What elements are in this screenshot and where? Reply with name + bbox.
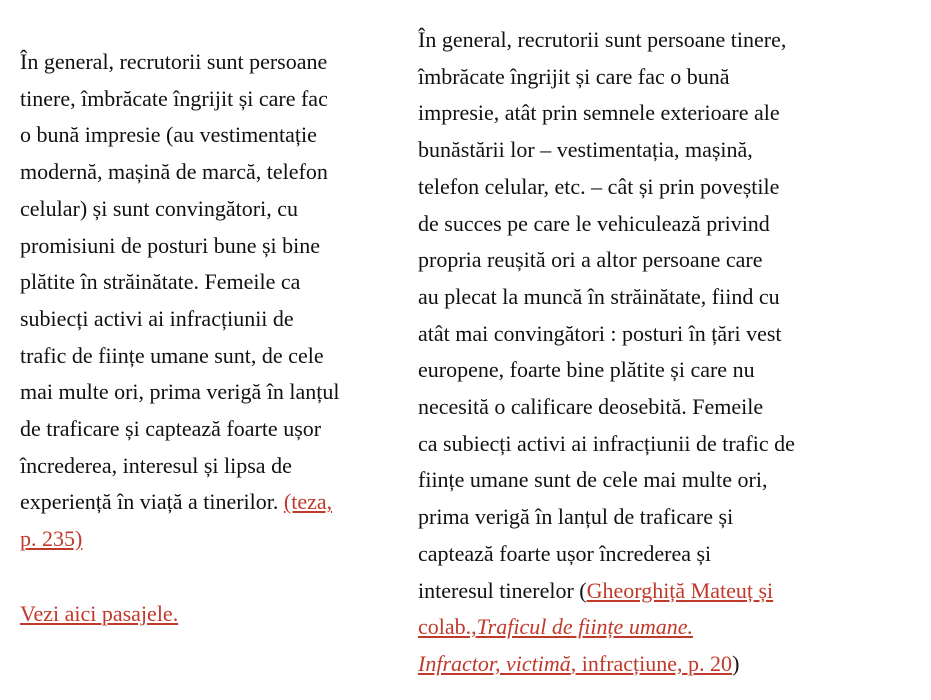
- right-text-line: telefon celular, etc. – cât și prin poveștile: [418, 173, 780, 199]
- closing-parenthesis: ): [732, 650, 740, 676]
- source-subtitle-link[interactable]: Infractor, victimă: [418, 650, 571, 676]
- right-text-line: În general, recrutorii sunt persoane tinere,: [418, 27, 787, 52]
- left-text-line: de traficare și captează foarte ușor: [20, 416, 322, 442]
- left-text-line: celular) și sunt convingători, cu: [20, 195, 298, 221]
- left-text-line: subiecți activi ai infracțiunii de: [20, 305, 294, 331]
- right-citation-line: [418, 573, 918, 610]
- right-text-line: ca subiecți activi ai infracțiunii de trafic de: [418, 430, 795, 456]
- thesis-citation-page-link[interactable]: p. 235): [20, 526, 83, 552]
- left-text-line: experiență în viață a tinerilor.: [20, 489, 284, 515]
- right-text-line: impresie, atât prin semnele exterioare ale: [418, 100, 780, 126]
- left-text-line: În general, recrutorii sunt persoane: [20, 49, 328, 74]
- right-text-line: interesul tinerelor (: [418, 577, 587, 603]
- source-title-link[interactable]: Traficul de ființe umane.: [476, 614, 693, 640]
- right-text-line: bunăstării lor – vestimentația, mașină,: [418, 137, 753, 163]
- right-text-line: europene, foarte bine plătite și care nu: [418, 357, 755, 383]
- thesis-citation-link[interactable]: (teza,: [283, 489, 333, 515]
- source-colab-link[interactable]: colab.,: [418, 614, 477, 640]
- left-text-line: tinere, îmbrăcate îngrijit și care fac: [20, 85, 328, 111]
- right-text-line: propria reușită ori a altor persoane care: [418, 247, 763, 273]
- left-text-line-last: [20, 484, 420, 521]
- left-text-line: modernă, mașină de marcă, telefon: [20, 159, 328, 185]
- see-passages-link[interactable]: Vezi aici pasajele.: [20, 601, 179, 626]
- left-text-line: promisiuni de posturi bune și bine: [20, 232, 321, 258]
- right-text-line: captează foarte ușor încrederea și: [418, 540, 712, 566]
- right-text-line: de succes pe care le vehiculează privind: [418, 210, 770, 236]
- right-text-line: au plecat la muncă în străinătate, fiind cu: [418, 283, 780, 309]
- right-text-line: prima verigă în lanțul de traficare și: [418, 504, 734, 530]
- right-text-line: necesită o calificare deosebită. Femeile: [418, 394, 764, 420]
- left-text-line: mai multe ori, prima verigă în lanțul: [20, 379, 340, 405]
- left-text-line: trafic de ființe umane sunt, de cele: [20, 342, 324, 368]
- source-page-link[interactable]: , infracțiune, p. 20: [570, 650, 733, 676]
- right-text-line: ființe umane sunt de cele mai multe ori,: [418, 467, 768, 493]
- see-passages-container: [20, 596, 178, 633]
- right-text-line: îmbrăcate îngrijit și care fac o bună: [418, 63, 730, 89]
- right-citation-line: [418, 646, 918, 683]
- left-text-line: plătite în străinătate. Femeile ca: [20, 269, 301, 295]
- left-citation-line: [20, 521, 420, 558]
- right-citation-line: [418, 609, 918, 646]
- right-text-line: atât mai convingători : posturi în țări vest: [418, 320, 782, 346]
- left-text-line: o bună impresie (au vestimentație: [20, 122, 317, 148]
- source-authors-link[interactable]: Gheorghiță Mateuț și: [586, 577, 774, 603]
- right-text-column: [418, 22, 918, 683]
- left-text-line: încrederea, interesul și lipsa de: [20, 452, 292, 478]
- left-text-column: [20, 44, 420, 558]
